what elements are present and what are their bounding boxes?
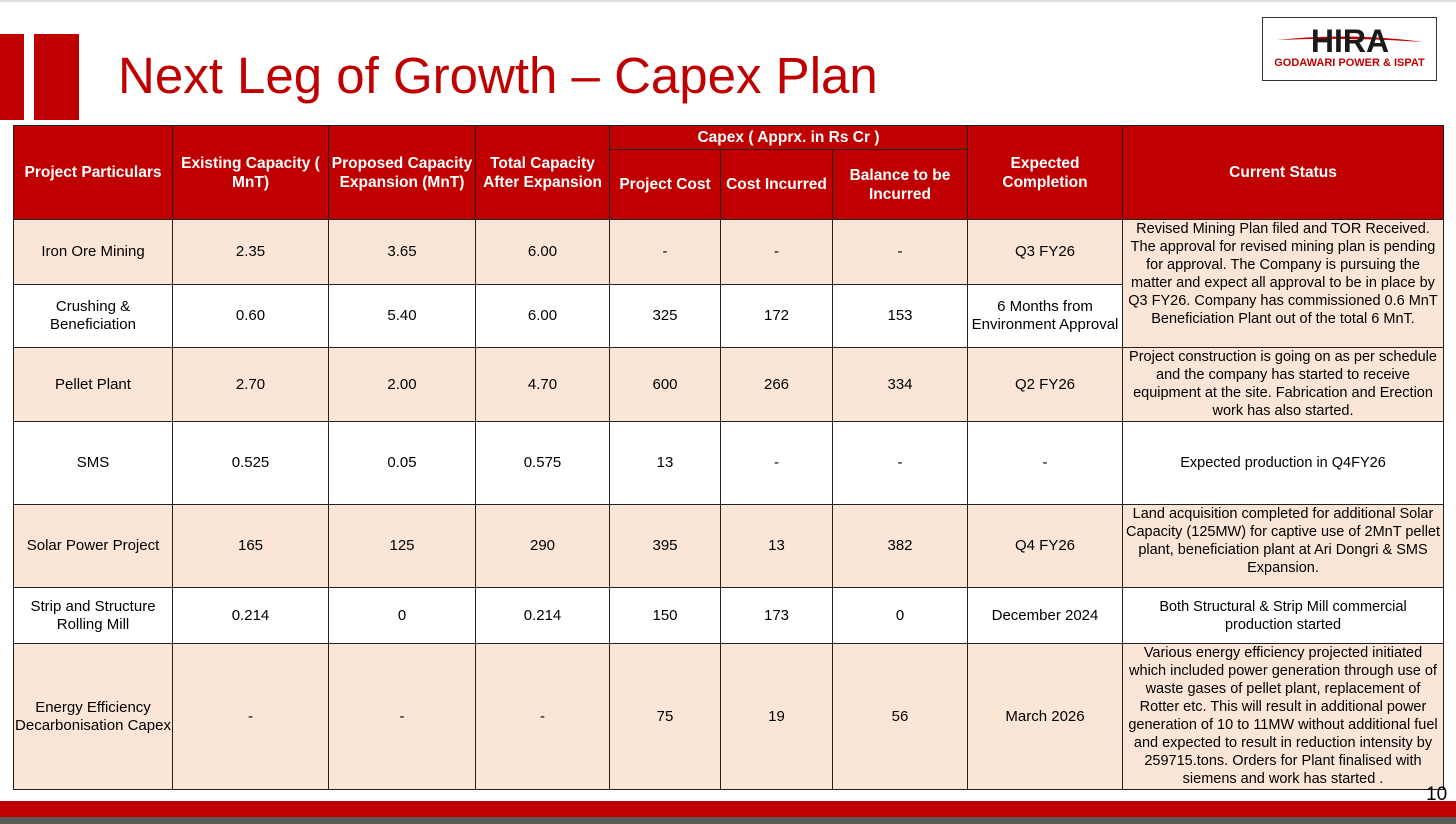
cell-proposed: 2.00 <box>329 348 476 422</box>
cell-balance: 56 <box>833 644 968 790</box>
cell-cost-incurred: 173 <box>721 588 833 644</box>
table-row <box>14 588 1444 644</box>
table-row <box>14 505 1444 588</box>
cell-completion: December 2024 <box>968 588 1123 644</box>
header-expected-completion: Expected Completion <box>968 126 1123 220</box>
table-row <box>14 348 1444 422</box>
header-current-status: Current Status <box>1123 126 1444 220</box>
header-capex-group: Capex ( Apprx. in Rs Cr ) <box>610 126 968 150</box>
cell-existing: 2.35 <box>173 220 329 285</box>
top-divider <box>0 0 1456 2</box>
logo-brand-text: HIRA <box>1310 23 1390 58</box>
company-logo <box>1262 17 1437 81</box>
header-cost-incurred: Cost Incurred <box>721 150 833 220</box>
cell-total: 0.214 <box>476 588 610 644</box>
cell-existing: - <box>173 644 329 790</box>
cell-project-cost: - <box>610 220 721 285</box>
cell-project: Iron Ore Mining <box>14 220 173 285</box>
cell-existing: 0.60 <box>173 285 329 348</box>
cell-project-cost: 395 <box>610 505 721 588</box>
cell-balance: 334 <box>833 348 968 422</box>
cell-proposed: 0 <box>329 588 476 644</box>
header-project: Project Particulars <box>14 126 173 220</box>
cell-project: Energy Efficiency Decarbonisation Capex <box>14 644 173 790</box>
header-row-top <box>14 126 1444 150</box>
cell-proposed: - <box>329 644 476 790</box>
cell-total: 290 <box>476 505 610 588</box>
cell-total: 6.00 <box>476 220 610 285</box>
cell-cost-incurred: 172 <box>721 285 833 348</box>
header-existing-capacity: Existing Capacity ( MnT) <box>173 126 329 220</box>
cell-balance: - <box>833 220 968 285</box>
cell-status: Various energy efficiency projected initiated which included power generation through use of waste gases of pellet plant, replacement of Rotter etc. This will result in additional power generation of 10 to 11MW without additional fuel and expected to result in reduction intensity by 259715.tons. Orders for Plant finalised with siemens and work has started . <box>1123 644 1444 790</box>
cell-proposed: 125 <box>329 505 476 588</box>
cell-existing: 165 <box>173 505 329 588</box>
cell-completion: 6 Months from Environment Approval <box>968 285 1123 348</box>
cell-status: Project construction is going on as per schedule and the company has started to receive equipment at the site. Fabrication and Erection work has also started. <box>1123 348 1444 422</box>
cell-completion: Q2 FY26 <box>968 348 1123 422</box>
cell-status-merged: Revised Mining Plan filed and TOR Received. The approval for revised mining plan is pending for approval. The Company is pursuing the matter and expect all approval to be in place by Q3 FY26. Company has commissioned 0.6 MnT Beneficiation Plant out of the total 6 MnT. <box>1123 220 1444 348</box>
cell-project-cost: 13 <box>610 422 721 505</box>
cell-project: Solar Power Project <box>14 505 173 588</box>
table-row <box>14 220 1444 285</box>
table-row <box>14 644 1444 790</box>
cell-completion: March 2026 <box>968 644 1123 790</box>
cell-project: SMS <box>14 422 173 505</box>
cell-status: Expected production in Q4FY26 <box>1123 422 1444 505</box>
cell-cost-incurred: - <box>721 422 833 505</box>
cell-cost-incurred: - <box>721 220 833 285</box>
cell-existing: 2.70 <box>173 348 329 422</box>
capex-table <box>13 125 1444 790</box>
cell-proposed: 5.40 <box>329 285 476 348</box>
cell-project-cost: 150 <box>610 588 721 644</box>
cell-cost-incurred: 266 <box>721 348 833 422</box>
header-balance: Balance to be Incurred <box>833 150 968 220</box>
cell-project-cost: 325 <box>610 285 721 348</box>
cell-project-cost: 600 <box>610 348 721 422</box>
cell-completion: - <box>968 422 1123 505</box>
footer-accent-bar <box>0 801 1456 817</box>
title-accent-bar-right <box>34 34 79 120</box>
cell-total: - <box>476 644 610 790</box>
header-total-capacity: Total Capacity After Expansion <box>476 126 610 220</box>
hira-logo-icon <box>1263 18 1436 58</box>
cell-cost-incurred: 19 <box>721 644 833 790</box>
page-number: 10 <box>1426 784 1448 805</box>
cell-total: 4.70 <box>476 348 610 422</box>
cell-existing: 0.214 <box>173 588 329 644</box>
cell-proposed: 0.05 <box>329 422 476 505</box>
cell-existing: 0.525 <box>173 422 329 505</box>
cell-completion: Q4 FY26 <box>968 505 1123 588</box>
cell-balance: 0 <box>833 588 968 644</box>
cell-project: Crushing & Beneficiation <box>14 285 173 348</box>
table-row <box>14 422 1444 505</box>
cell-project: Strip and Structure Rolling Mill <box>14 588 173 644</box>
cell-balance: - <box>833 422 968 505</box>
cell-project: Pellet Plant <box>14 348 173 422</box>
page-title: Next Leg of Growth – Capex Plan <box>118 47 878 104</box>
title-accent-bar-left <box>0 34 24 120</box>
cell-status: Land acquisition completed for additional Solar Capacity (125MW) for captive use of 2MnT pellet plant, beneficiation plant at Ari Dongri & SMS Expansion. <box>1123 505 1444 588</box>
header-proposed-capacity: Proposed Capacity Expansion (MnT) <box>329 126 476 220</box>
cell-proposed: 3.65 <box>329 220 476 285</box>
cell-completion: Q3 FY26 <box>968 220 1123 285</box>
footer-grey-strip <box>0 817 1456 824</box>
cell-balance: 153 <box>833 285 968 348</box>
logo-subtitle: GODAWARI POWER & ISPAT <box>1274 57 1425 69</box>
cell-balance: 382 <box>833 505 968 588</box>
cell-total: 0.575 <box>476 422 610 505</box>
header-project-cost: Project Cost <box>610 150 721 220</box>
cell-project-cost: 75 <box>610 644 721 790</box>
cell-status: Both Structural & Strip Mill commercial production started <box>1123 588 1444 644</box>
cell-total: 6.00 <box>476 285 610 348</box>
cell-cost-incurred: 13 <box>721 505 833 588</box>
